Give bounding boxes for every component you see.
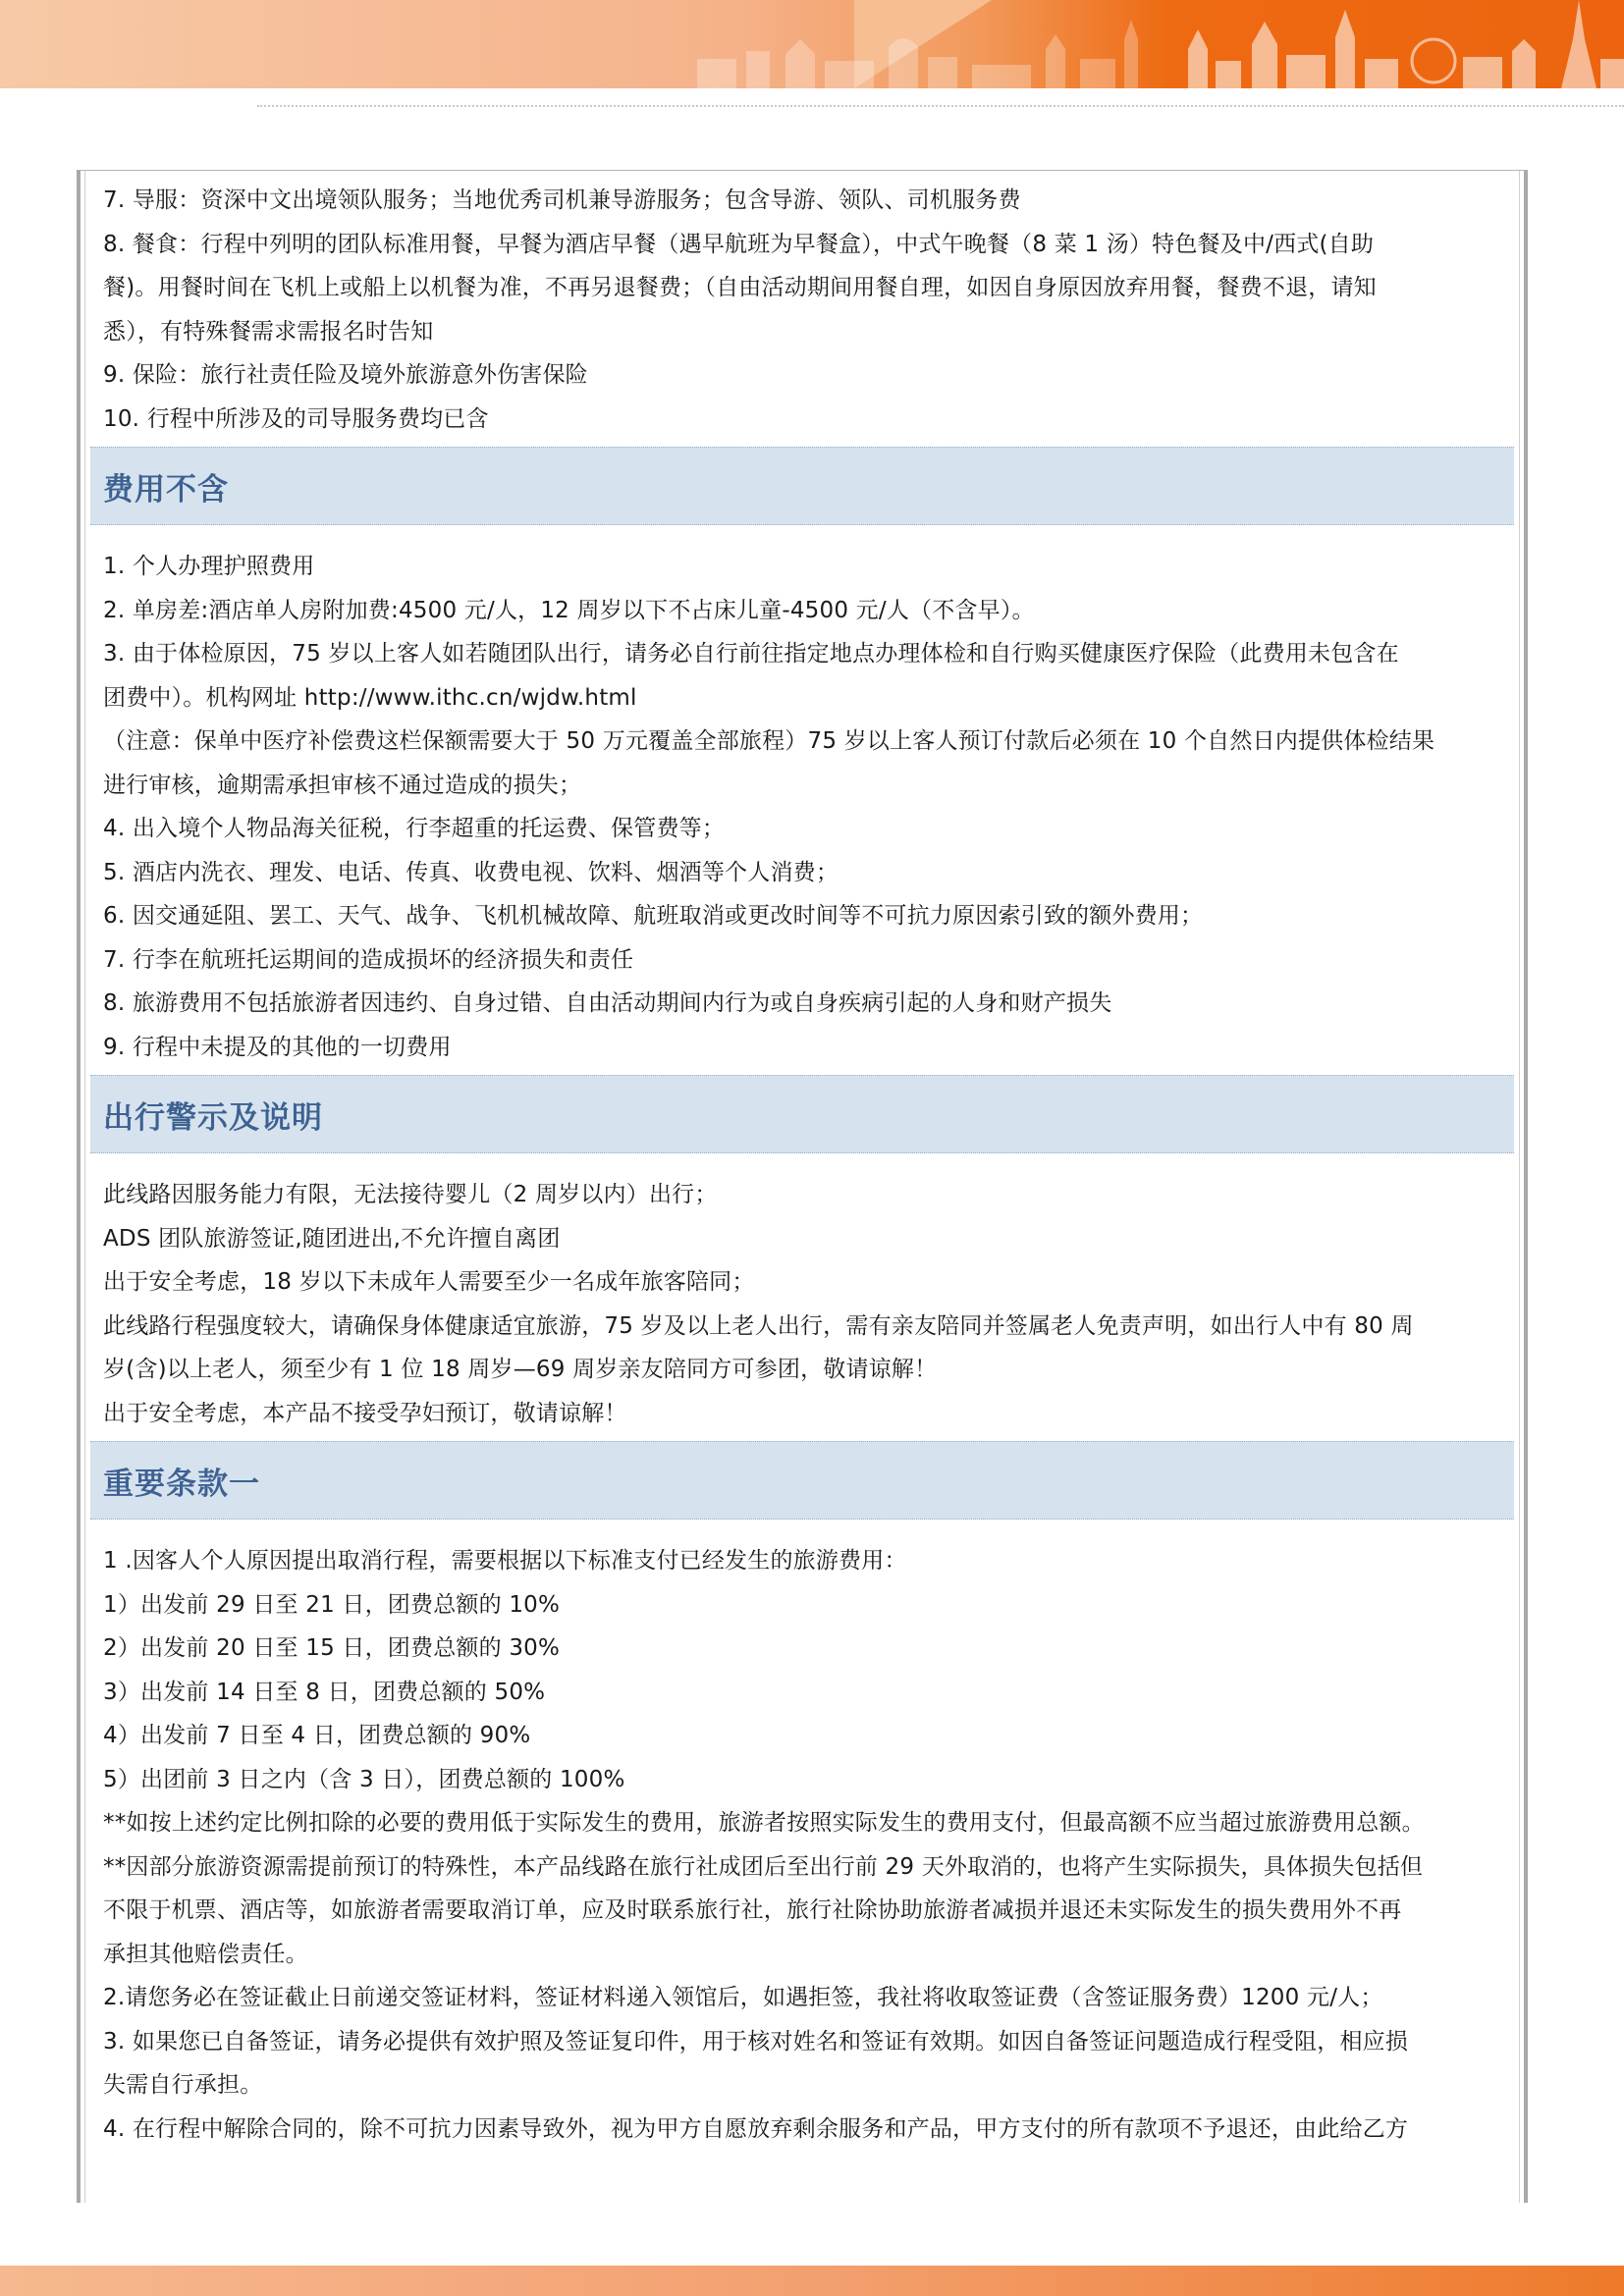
text-line: 8. 旅游费用不包括旅游者因违约、自身过错、自由活动期间内行为或自身疾病引起的人身和财产损失 — [103, 990, 1112, 1016]
text-line: 不限于机票、酒店等，如旅游者需要取消订单，应及时联系旅行社，旅行社除协助旅游者减损并退还未实际发生的损失费用外不再 — [103, 1897, 1402, 1923]
city-skyline-icon — [677, 0, 1624, 88]
text-line: 1）出发前 29 日至 21 日，团费总额的 10% — [103, 1591, 561, 1618]
section-header-important-terms — [90, 1441, 1514, 1520]
section-title: 重要条款一 — [103, 1466, 260, 1502]
text-line: 失需自行承担。 — [103, 2072, 263, 2098]
included-continued-block — [90, 171, 1514, 447]
text-line: 岁(含)以上老人，须至少有 1 位 18 周岁—69 周岁亲友陪同方可参团，敬请谅解！ — [103, 1357, 938, 1382]
text-line: 6. 因交通延阻、罢工、天气、战争、飞机机械故障、航班取消或更改时间等不可抗力原因索引致的额外费用； — [103, 903, 1204, 929]
text-line: 10. 行程中所涉及的司导服务费均已含 — [103, 405, 489, 432]
travel-warnings-block — [90, 1153, 1514, 1441]
content-inner — [90, 171, 1514, 2157]
text-line: 9. 行程中未提及的其他的一切费用 — [103, 1034, 452, 1060]
text-line: 2.请您务必在签证截止日前递交签证材料，签证材料递入领馆后，如遇拒签，我社将收取签证费（含签证服务费）1200 元/人； — [103, 1985, 1383, 2010]
text-line: 2. 单房差:酒店单人房附加费:4500 元/人，12 周岁以下不占床儿童-4500 元/人（不含早）。 — [103, 597, 1035, 623]
text-line: 出于安全考虑，18 岁以下未成年人需要至少一名成年旅客陪同； — [103, 1269, 755, 1295]
text-line: 3. 如果您已自备签证，请务必提供有效护照及签证复印件，用于核对姓名和签证有效期。如因自备签证问题造成行程受阻，相应损 — [103, 2028, 1409, 2055]
text-line: **因部分旅游资源需提前预订的特殊性，本产品线路在旅行社成团后至出行前 29 天外取消的，也将产生实际损失，具体损失包括但 — [103, 1853, 1424, 1880]
text-line: 团费中）。机构网址 http://www.ithc.cn/wjdw.html — [103, 684, 637, 711]
header-divider — [257, 105, 1624, 107]
content-frame — [77, 170, 1528, 2203]
section-title: 出行警示及说明 — [103, 1099, 323, 1136]
text-line: 此线路行程强度较大，请确保身体健康适宜旅游，75 岁及以上老人出行，需有亲友陪同并签属老人免责声明，如出行人中有 80 周 — [103, 1312, 1414, 1339]
text-line: 5）出团前 3 日之内（含 3 日），团费总额的 100% — [103, 1766, 625, 1792]
text-line: **如按上述约定比例扣除的必要的费用低于实际发生的费用，旅游者按照实际发生的费用支付，但最高额不应当超过旅游费用总额。 — [103, 1810, 1425, 1836]
text-line: 悉），有特殊餐需求需报名时告知 — [103, 318, 434, 345]
important-terms-block — [90, 1520, 1514, 2157]
text-line: 3. 由于体检原因，75 岁以上客人如若随团队出行，请务必自行前往指定地点办理体检和自行购买健康医疗保险（此费用未包含在 — [103, 641, 1399, 667]
bottom-banner — [0, 2266, 1624, 2296]
text-line: 4. 出入境个人物品海关征税，行李超重的托运费、保管费等； — [103, 816, 726, 841]
text-line: ADS 团队旅游签证,随团进出,不允许擅自离团 — [103, 1225, 561, 1252]
excluded-block — [90, 525, 1514, 1075]
section-header-travel-warnings — [90, 1075, 1514, 1153]
text-line: 进行审核，逾期需承担审核不通过造成的损失； — [103, 772, 582, 798]
text-line: 1. 个人办理护照费用 — [103, 554, 315, 579]
text-line: 此线路因服务能力有限，无法接待婴儿（2 周岁以内）出行； — [103, 1182, 718, 1207]
text-line: 承担其他赔偿责任。 — [103, 1941, 308, 1967]
text-line: 1 .因客人个人原因提出取消行程，需要根据以下标准支付已经发生的旅游费用： — [103, 1548, 907, 1574]
text-line: 3）出发前 14 日至 8 日，团费总额的 50% — [103, 1679, 546, 1705]
text-line: 7. 行李在航班托运期间的造成损坏的经济损失和责任 — [103, 946, 634, 973]
text-line: 餐)。用餐时间在飞机上或船上以机餐为准，不再另退餐费；（自由活动期间用餐自理，如因自身原因放弃用餐，餐费不退，请知 — [103, 275, 1377, 300]
text-line: 4）出发前 7 日至 4 日，团费总额的 90% — [103, 1723, 531, 1748]
section-title: 费用不含 — [103, 471, 229, 507]
text-line: 8. 餐食：行程中列明的团队标准用餐，早餐为酒店早餐（遇早航班为早餐盒），中式午晚餐（8 菜 1 汤）特色餐及中/西式(自助 — [103, 231, 1375, 257]
text-line: 7. 导服：资深中文出境领队服务；当地优秀司机兼导游服务；包含导游、领队、司机服务费 — [103, 187, 1021, 213]
section-header-excluded — [90, 447, 1514, 525]
text-line: 4. 在行程中解除合同的，除不可抗力因素导致外，视为甲方自愿放弃剩余服务和产品，甲方支付的所有款项不予退还，由此给乙方 — [103, 2115, 1409, 2142]
text-line: 出于安全考虑，本产品不接受孕妇预订，敬请谅解！ — [103, 1400, 627, 1426]
text-line: （注意：保单中医疗补偿费这栏保额需要大于 50 万元覆盖全部旅程）75 岁以上客人预订付款后必须在 10 个自然日内提供体检结果 — [103, 728, 1435, 754]
text-line: 2）出发前 20 日至 15 日，团费总额的 30% — [103, 1635, 561, 1661]
top-banner — [0, 0, 1624, 88]
text-line: 5. 酒店内洗衣、理发、电话、传真、收费电视、饮料、烟酒等个人消费； — [103, 859, 839, 885]
text-line: 9. 保险：旅行社责任险及境外旅游意外伤害保险 — [103, 362, 588, 388]
